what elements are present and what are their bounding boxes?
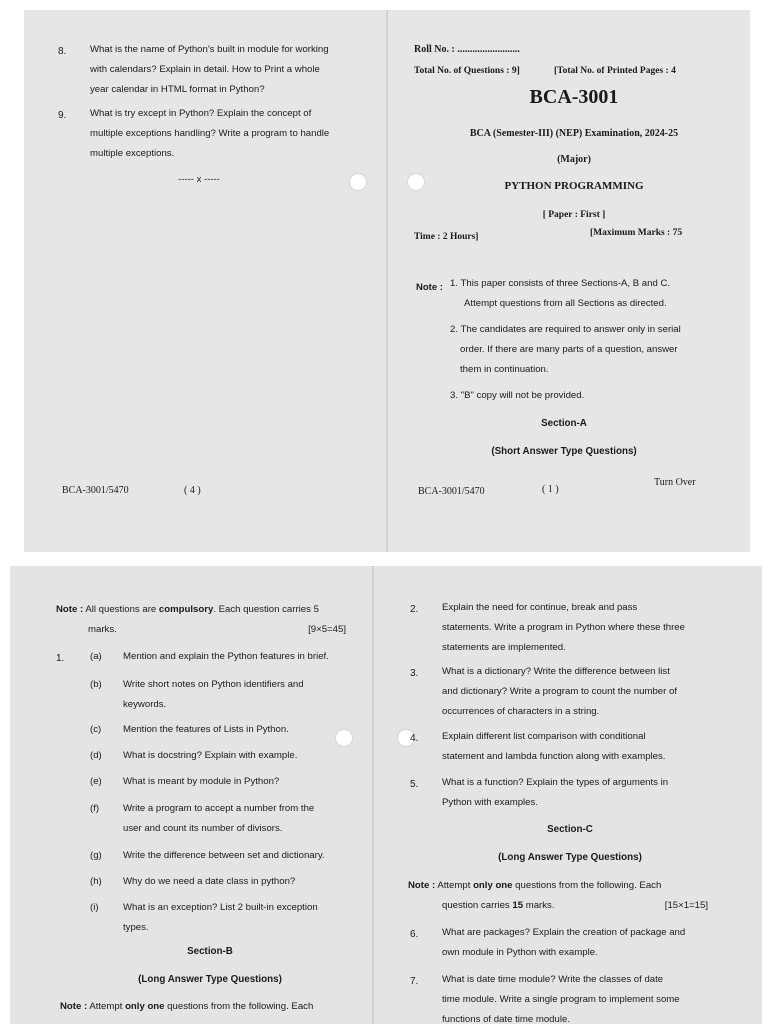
question-line: user and count its number of divisors. — [123, 823, 283, 834]
question-line: functions of date time module. — [442, 1014, 570, 1024]
question-4 — [442, 727, 732, 767]
footer-code: BCA-3001/5470 — [418, 486, 485, 497]
question-line: and dictionary? Write a program to count the number of — [442, 686, 677, 697]
question-line: time module. Write a single program to implement some — [442, 994, 680, 1005]
section-c-subheading: (Long Answer Type Questions) — [498, 852, 642, 863]
note-text: . Each question carries 5 — [213, 604, 319, 615]
question-number: 6. — [410, 929, 419, 940]
question-8 — [90, 40, 350, 100]
question-line: Write the difference between set and dictionary. — [123, 850, 325, 861]
question-number: 8. — [58, 46, 67, 57]
question-number: 1. — [56, 653, 65, 664]
question-line: What are packages? Explain the creation of package and — [442, 927, 686, 938]
note-text: All questions are — [85, 604, 159, 615]
question-line: What is date time module? Write the classes of date — [442, 974, 664, 985]
sub-question-text — [123, 872, 351, 892]
note-label: Note : — [60, 1001, 88, 1012]
note-line: order. If there are many parts of a question, answer — [460, 344, 678, 355]
question-number: 4. — [410, 733, 419, 744]
question-line: What is a dictionary? Write the difference between list — [442, 666, 670, 677]
question-2 — [442, 598, 732, 658]
question-number: 7. — [410, 976, 419, 987]
question-line: What is try except in Python? Explain the concept of — [90, 108, 312, 119]
sub-question-text — [123, 898, 351, 938]
question-line: Explain different list comparison with conditional — [442, 731, 646, 742]
question-line: year calendar in HTML format in Python? — [90, 84, 265, 95]
paper-label: [ Paper : First ] — [542, 210, 606, 220]
question-line: multiple exceptions handling? Write a program to handle — [90, 128, 330, 139]
question-line: statements. Write a program in Python where these three — [442, 622, 685, 633]
marks-allocation: [15×1=15] — [664, 900, 708, 911]
section-b-subheading: (Long Answer Type Questions) — [138, 974, 282, 985]
question-line: with calendars? Explain in detail. How to Print a whole — [90, 64, 320, 75]
section-b-note — [60, 997, 360, 1017]
sub-question-label: (b) — [90, 679, 102, 690]
note-line: 2. The candidates are required to answer only in serial — [450, 324, 681, 335]
note-text — [442, 896, 555, 916]
maximum-marks: [Maximum Marks : 75 — [590, 228, 683, 238]
note-text: Attempt — [89, 1001, 126, 1012]
note-text: questions from the following. Each — [164, 1001, 314, 1012]
sub-question-label: (g) — [90, 850, 102, 861]
sub-question-text — [123, 647, 351, 667]
note-label: Note : — [56, 604, 84, 615]
total-questions: Total No. of Questions : 9] — [414, 66, 520, 76]
note-text: marks. — [88, 624, 117, 635]
marks-allocation: [9×5=45] — [308, 624, 346, 635]
page-fold — [372, 566, 374, 1024]
sub-question-label: (i) — [90, 902, 99, 913]
question-line: What is meant by module in Python? — [123, 776, 280, 787]
section-c-heading: Section-C — [547, 824, 593, 835]
sub-question-text — [123, 746, 351, 766]
question-line: Python with examples. — [442, 797, 538, 808]
sub-question-text — [123, 675, 351, 715]
note-3: 3. "B" copy will not be provided. — [450, 390, 585, 401]
paper-code-title: BCA-3001 — [529, 86, 619, 108]
exam-sheet-bottom — [10, 566, 762, 1024]
footer-code: BCA-3001/5470 — [62, 485, 129, 496]
exam-line: BCA (Semester-III) (NEP) Examination, 2024-25 — [469, 128, 679, 139]
section-a-heading: Section-A — [541, 418, 587, 429]
sub-question-text — [123, 846, 351, 866]
question-3 — [442, 662, 732, 722]
sub-question-text — [123, 720, 351, 740]
note-text: marks. — [523, 900, 555, 911]
question-line: occurrences of characters in a string. — [442, 706, 600, 717]
note-emphasis: compulsory — [158, 604, 214, 615]
time-allowed: Time : 2 Hours] — [414, 232, 479, 242]
question-5 — [442, 773, 732, 813]
note-1 — [450, 274, 740, 314]
section-c-note — [408, 876, 708, 916]
question-line: What is docstring? Explain with example. — [123, 750, 298, 761]
question-line: keywords. — [123, 699, 167, 710]
question-line: Write short notes on Python identifiers and — [123, 679, 304, 690]
note-line: Attempt questions from all Sections as directed. — [464, 298, 667, 309]
question-line: Why do we need a date class in python? — [123, 876, 296, 887]
sub-question-label: (d) — [90, 750, 102, 761]
turn-over-label: Turn Over — [654, 477, 696, 488]
question-number: 9. — [58, 110, 67, 121]
note-text: questions from the following. Each — [512, 880, 662, 891]
question-line: What is an exception? List 2 built-in exception — [123, 902, 318, 913]
question-line: Explain the need for continue, break and pass — [442, 602, 638, 613]
section-b-heading: Section-B — [187, 946, 233, 957]
note-line — [56, 600, 346, 620]
note-emphasis: only one — [125, 1001, 165, 1012]
question-line: statement and lambda function along with examples. — [442, 751, 666, 762]
question-7 — [442, 970, 732, 1024]
section-a-note — [56, 600, 346, 640]
question-number: 5. — [410, 779, 419, 790]
page-fold — [386, 10, 388, 552]
question-line: Write a program to accept a number from the — [123, 803, 315, 814]
note-line — [408, 876, 708, 896]
note-line — [408, 896, 708, 916]
question-line: What is a function? Explain the types of arguments in — [442, 777, 669, 788]
end-marker: ----- x ----- — [178, 174, 220, 185]
question-line: types. — [123, 922, 149, 933]
question-9 — [90, 104, 350, 164]
question-line: Mention the features of Lists in Python. — [123, 724, 289, 735]
note-label: Note : — [416, 282, 443, 293]
question-line: statements are implemented. — [442, 642, 566, 653]
sub-question-label: (a) — [90, 651, 102, 662]
exam-sheet-top — [24, 10, 750, 552]
question-number: 2. — [410, 604, 419, 615]
roll-number: Roll No. : ......................... — [414, 44, 520, 55]
major-label: (Major) — [557, 154, 591, 165]
note-line — [56, 620, 346, 640]
question-line: multiple exceptions. — [90, 148, 175, 159]
note-emphasis: only one — [473, 880, 513, 891]
total-pages: [Total No. of Printed Pages : 4 — [554, 66, 676, 76]
note-text: question carries — [442, 900, 513, 911]
subject-title: PYTHON PROGRAMMING — [504, 180, 644, 192]
punch-hole — [350, 174, 366, 190]
question-line: own module in Python with example. — [442, 947, 598, 958]
sub-question-text — [123, 772, 351, 792]
note-line: 1. This paper consists of three Sections-A, B and C. — [450, 278, 671, 289]
note-emphasis: 15 — [512, 900, 524, 911]
section-a-subheading: (Short Answer Type Questions) — [491, 446, 637, 457]
sub-question-label: (e) — [90, 776, 102, 787]
footer-page-number: ( 1 ) — [542, 484, 559, 495]
question-number: 3. — [410, 668, 419, 679]
sub-question-label: (h) — [90, 876, 102, 887]
question-line: Mention and explain the Python features in brief. — [123, 651, 329, 662]
footer-page-number: ( 4 ) — [184, 485, 201, 496]
sub-question-label: (c) — [90, 724, 102, 735]
note-label: Note : — [408, 880, 436, 891]
question-line: What is the name of Python's built in module for working — [90, 44, 329, 55]
sub-question-label: (f) — [90, 803, 100, 814]
note-line: them in continuation. — [460, 364, 549, 375]
question-6 — [442, 923, 732, 963]
note-text: Attempt — [437, 880, 474, 891]
note-2 — [450, 320, 740, 380]
sub-question-text — [123, 799, 351, 839]
